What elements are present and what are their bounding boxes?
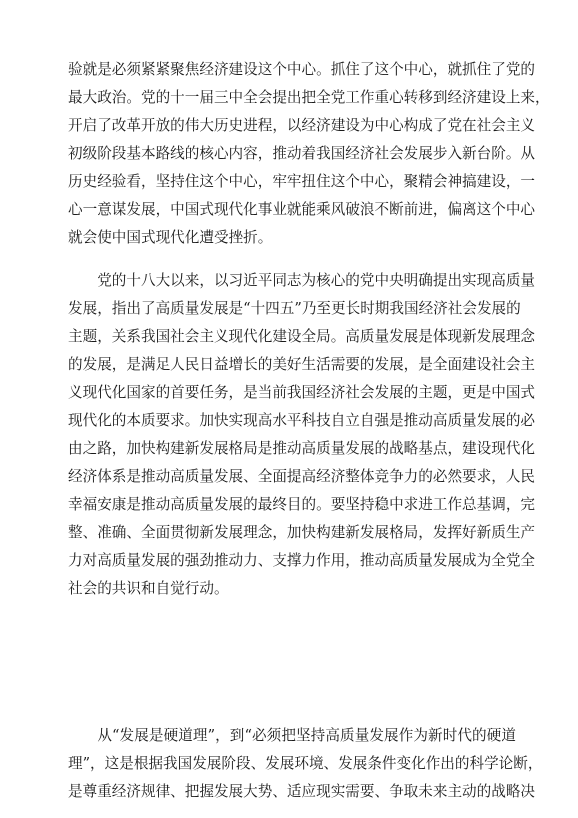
- paragraph-line: 就会使中国式现代化遭受挫折。: [68, 229, 273, 246]
- paragraph-line: 由之路，加快构建新发展格局是推动高质量发展的战略基点，建设现代化: [68, 440, 536, 457]
- paragraph-line: 心一意谋发展，中国式现代化事业就能乘风破浪不断前进，偏离这个中心: [68, 201, 536, 218]
- paragraph-line: 最大政治。党的十一届三中全会提出把全党工作重心转移到经济建设上来，: [68, 89, 550, 106]
- paragraph-line: 力对高质量发展的强劲推动力、支撑力作用，推动高质量发展成为全党全: [68, 552, 536, 569]
- paragraph-line: 是尊重经济规律、把握发展大势、适应现实需要、争取未来主动的战略决: [68, 783, 536, 800]
- paragraph-line: 幸福安康是推动高质量发展的最终目的。要坚持稳中求进工作总基调，完: [68, 496, 536, 513]
- paragraph-line: 整、准确、全面贯彻新发展理念，加快构建新发展格局，发挥好新质生产: [68, 524, 536, 541]
- paragraph-line: 发展，指出了高质量发展是“十四五”乃至更长时期我国经济社会发展的: [68, 300, 521, 317]
- paragraph-line: 开启了改革开放的伟大历史进程，以经济建设为中心构成了党在社会主义: [68, 117, 536, 134]
- paragraph-1: [68, 56, 550, 252]
- paragraph-line: 义现代化国家的首要任务，是当前我国经济社会发展的主题，更是中国式: [68, 384, 536, 401]
- paragraph-3: [68, 722, 543, 806]
- paragraph-line: 现代化的本质要求。加快实现高水平科技自立自强是推动高质量发展的必: [68, 412, 536, 429]
- paragraph-line: 社会的共识和自觉行动。: [68, 580, 229, 597]
- paragraph-line: 从“发展是硬道理”，到“必须把坚持高质量发展作为新时代的硬道: [68, 727, 516, 744]
- paragraph-line: 历史经验看，坚持住这个中心，牢牢扭住这个中心，聚精会神搞建设，一: [68, 173, 536, 190]
- paragraph-line: 经济体系是推动高质量发展、全面提高经济整体竞争力的必然要求，人民: [68, 468, 536, 485]
- paragraph-line: 主题，关系我国社会主义现代化建设全局。高质量发展是体现新发展理念: [68, 328, 536, 345]
- paragraph-line: 验就是必须紧紧聚焦经济建设这个中心。抓住了这个中心，就抓住了党的: [68, 61, 536, 78]
- paragraph-line: 理”，这是根据我国发展阶段、发展环境、发展条件变化作出的科学论断，: [68, 755, 543, 772]
- paragraph-line: 的发展，是满足人民日益增长的美好生活需要的发展，是全面建设社会主: [68, 356, 536, 373]
- paragraph-line: 初级阶段基本路线的核心内容，推动着我国经济社会发展步入新台阶。从: [68, 145, 536, 162]
- paragraph-line: 党的十八大以来，以习近平同志为核心的党中央明确提出实现高质量: [68, 272, 536, 289]
- paragraph-2: [68, 267, 536, 603]
